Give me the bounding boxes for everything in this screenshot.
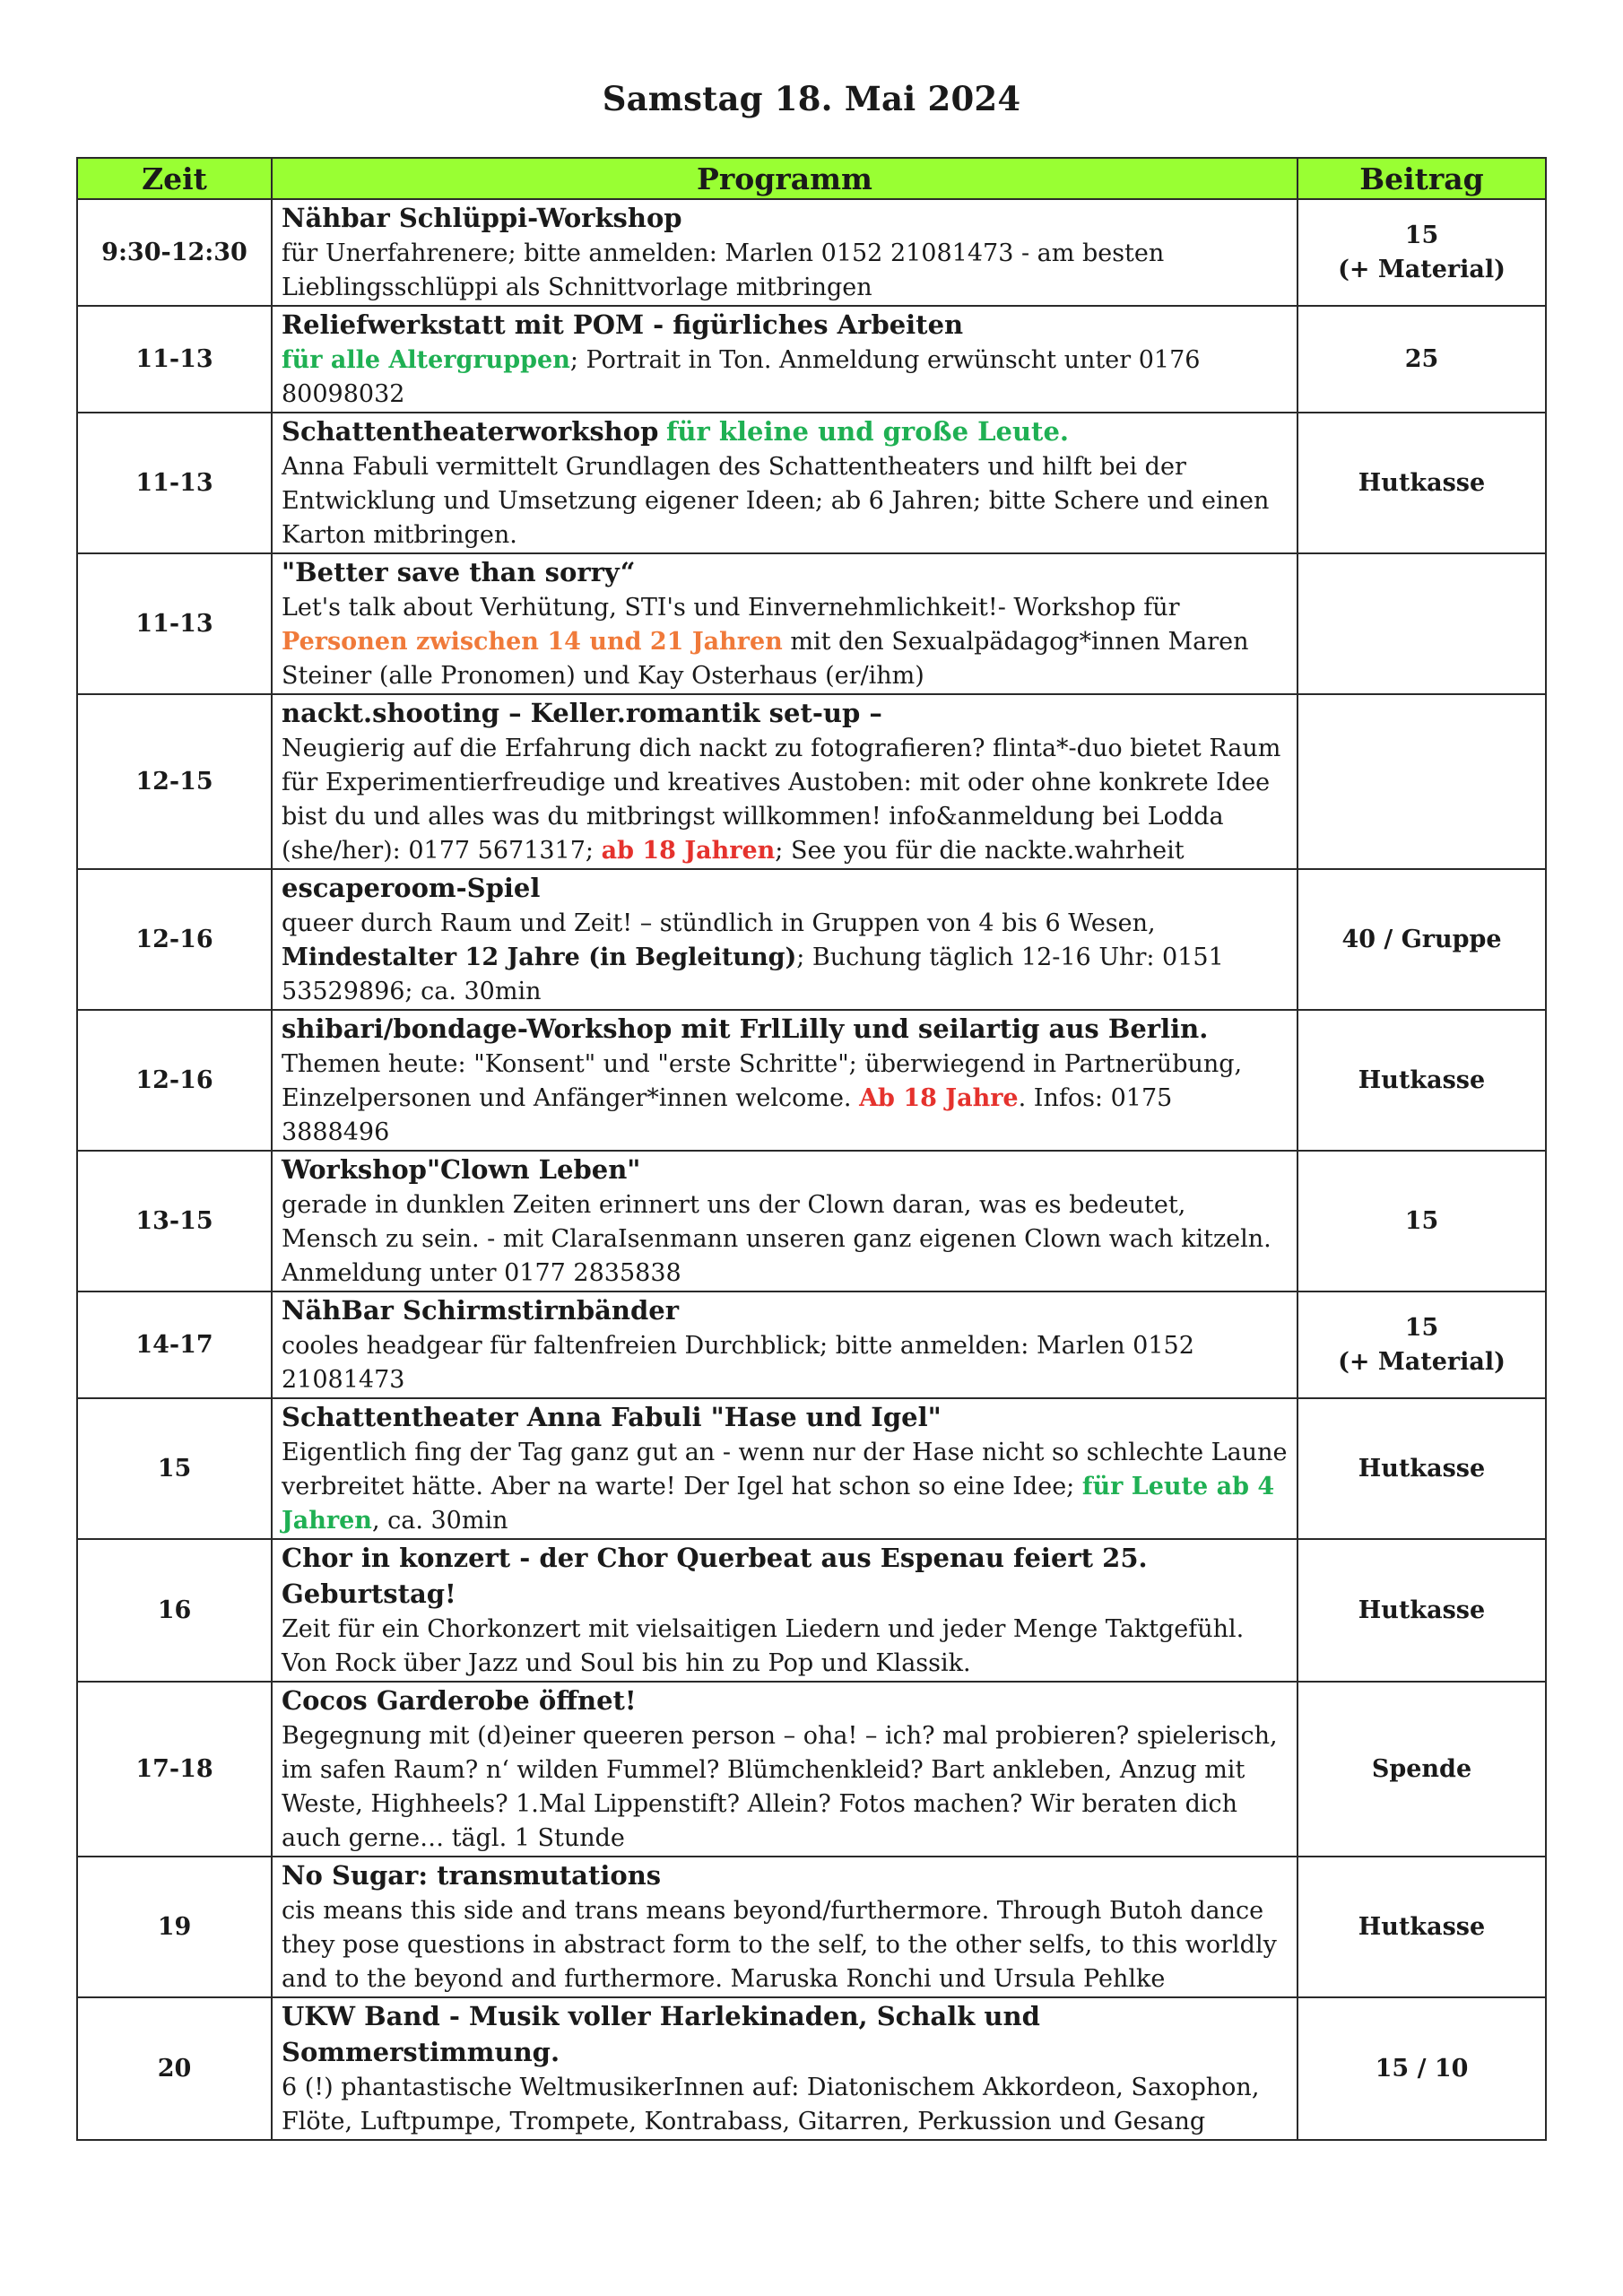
event-description-text: mit den Sexualpädagog*innen Maren Steiner (alle Pronomen) und Kay Osterhaus (er/ihm) (282, 628, 1249, 690)
event-description-highlight: Ab 18 Jahre (859, 1084, 1019, 1112)
event-time: 15 (77, 1398, 272, 1539)
table-header-row (77, 158, 1546, 199)
fee-line: 15 (1404, 1206, 1439, 1235)
event-title: Schattentheaterworkshop (282, 416, 659, 447)
event-description-text: Neugierig auf die Erfahrung dich nackt zu fotografieren? flinta*-duo bietet Raum für Experimentierfreudige und kreatives Austoben: mit oder ohne konkrete Idee bist du und alles was du mitbringst willkommen! info&anmeldung bei Lodda (she/her): 0177 5671317; (282, 735, 1281, 865)
event-time: 16 (77, 1539, 272, 1682)
event-description (282, 344, 1288, 412)
event-description-text: queer durch Raum und Zeit! – stündlich in Gruppen von 4 bis 6 Wesen, (282, 909, 1156, 937)
fee-line: Hutkasse (1358, 468, 1486, 497)
event-title: No Sugar: transmutations (282, 1860, 662, 1891)
header-program: Programm (272, 158, 1298, 199)
event-description-text: . Infos: 0175 3888496 (282, 1084, 1173, 1146)
fee-line: 15 / 10 (1375, 2054, 1469, 2083)
event-description (282, 591, 1288, 693)
event-program (272, 694, 1298, 869)
event-program (272, 1010, 1298, 1151)
event-title-line (282, 555, 1288, 591)
event-title: Nähbar Schlüppi-Workshop (282, 203, 682, 233)
event-program (272, 1292, 1298, 1398)
event-time: 17-18 (77, 1682, 272, 1857)
event-title-line (282, 201, 1288, 237)
fee-line: 15 (1404, 221, 1439, 249)
event-description (282, 732, 1288, 868)
event-fee (1298, 1010, 1546, 1151)
event-fee (1298, 1682, 1546, 1857)
event-description-text: 6 (!) phantastische WeltmusikerInnen auf: Diatonischem Akkordeon, Saxophon, Flöte, Luftpumpe, Trompete, Kontrabass, Gitarren, Perkussion und Gesang (282, 2074, 1260, 2135)
table-row (77, 1151, 1546, 1292)
event-description (282, 1719, 1288, 1856)
event-title-highlight: für kleine und große Leute. (665, 416, 1069, 447)
table-row (77, 1997, 1546, 2140)
event-title-line (282, 308, 1288, 344)
schedule-table (76, 157, 1547, 2141)
event-time: 20 (77, 1997, 272, 2140)
event-description (282, 1436, 1288, 1538)
event-program (272, 199, 1298, 306)
event-description (282, 1613, 1288, 1681)
fee-line: 40 / Gruppe (1341, 925, 1502, 953)
event-time: 12-15 (77, 694, 272, 869)
event-title: shibari/bondage-Workshop mit FrlLilly und seilartig aus Berlin. (282, 1013, 1209, 1044)
event-title: Schattentheater Anna Fabuli "Hase und Igel" (282, 1402, 942, 1432)
table-row (77, 553, 1546, 694)
event-time: 19 (77, 1857, 272, 1997)
fee-line: Hutkasse (1358, 1065, 1486, 1094)
event-description (282, 2071, 1288, 2139)
event-description-highlight: Mindestalter 12 Jahre (in Begleitung) (282, 944, 797, 971)
event-description (282, 237, 1288, 305)
event-title: "Better save than sorry“ (282, 557, 636, 587)
event-title-line (282, 1012, 1288, 1048)
event-time: 11-13 (77, 306, 272, 413)
fee-line: (+ Material) (1338, 255, 1506, 283)
event-description-text: Eigentlich fing der Tag ganz gut an - wenn nur der Hase nicht so schlechte Laune verbreitet hätte. Aber na warte! Der Igel hat schon so eine Idee; (282, 1439, 1288, 1500)
event-description-text: gerade in dunklen Zeiten erinnert uns der Clown daran, was es bedeutet, Mensch zu sein. - mit ClaraIsenmann unseren ganz eigenen Clown wach kitzeln. Anmeldung unter 0177 2835838 (282, 1191, 1271, 1287)
fee-line: Hutkasse (1358, 1912, 1486, 1941)
event-title-line (282, 1541, 1288, 1613)
event-time: 13-15 (77, 1151, 272, 1292)
event-program (272, 1682, 1298, 1857)
event-program (272, 553, 1298, 694)
fee-line: Hutkasse (1358, 1454, 1486, 1483)
event-description-text: , ca. 30min (371, 1507, 508, 1535)
event-title: Cocos Garderobe öffnet! (282, 1685, 637, 1716)
event-fee (1298, 869, 1546, 1010)
table-row (77, 413, 1546, 553)
table-row (77, 306, 1546, 413)
event-program (272, 1857, 1298, 1997)
table-row (77, 1398, 1546, 1539)
event-fee (1298, 199, 1546, 306)
event-description (282, 907, 1288, 1009)
event-fee (1298, 306, 1546, 413)
event-title-line (282, 414, 1288, 450)
event-title-line (282, 1683, 1288, 1719)
event-fee (1298, 694, 1546, 869)
event-description (282, 1188, 1288, 1291)
event-program (272, 1398, 1298, 1539)
table-row (77, 694, 1546, 869)
event-program (272, 869, 1298, 1010)
event-title: Chor in konzert - der Chor Querbeat aus Espenau feiert 25. Geburtstag! (282, 1543, 1148, 1609)
event-fee (1298, 1997, 1546, 2140)
event-fee (1298, 1539, 1546, 1682)
event-title-line (282, 1999, 1288, 2071)
event-description-highlight: für alle Altergruppen (282, 346, 570, 374)
event-description-text: ; Portrait in Ton. Anmeldung erwünscht unter 0176 80098032 (282, 346, 1201, 408)
table-row (77, 869, 1546, 1010)
header-fee: Beitrag (1298, 158, 1546, 199)
table-row (77, 1857, 1546, 1997)
table-row (77, 199, 1546, 306)
event-time: 12-16 (77, 869, 272, 1010)
event-description-text: Let's talk about Verhütung, STI's und Einvernehmlichkeit!- Workshop für (282, 594, 1180, 622)
event-program (272, 1539, 1298, 1682)
table-row (77, 1292, 1546, 1398)
event-title-line (282, 696, 1288, 732)
event-description-text: für Unerfahrenere; bitte anmelden: Marlen 0152 21081473 - am besten Lieblingsschlüppi als Schnittvorlage mitbringen (282, 239, 1165, 301)
event-description (282, 1048, 1288, 1150)
event-description-text: Anna Fabuli vermittelt Grundlagen des Schattentheaters und hilft bei der Entwicklung und Umsetzung eigener Ideen; ab 6 Jahren; bitte Schere und einen Karton mitbringen. (282, 453, 1270, 549)
event-description-text: cis means this side and trans means beyond/furthermore. Through Butoh dance they pose questions in abstract form to the self, to the other selfs, to this worldly and to the beyond and furthermore. Maruska Ronchi und Ursula Pehlke (282, 1897, 1277, 1993)
event-fee (1298, 413, 1546, 553)
event-fee (1298, 1151, 1546, 1292)
event-description-text: ; See you für die nackte.wahrheit (775, 837, 1185, 865)
table-row (77, 1539, 1546, 1682)
event-description-highlight: Personen zwischen 14 und 21 Jahren (282, 628, 783, 656)
event-title-line (282, 1293, 1288, 1329)
event-title: nackt.shooting – Keller.romantik set-up – (282, 698, 882, 728)
table-row (77, 1010, 1546, 1151)
event-title-line (282, 871, 1288, 907)
fee-line: Spende (1371, 1754, 1472, 1783)
fee-line: Hutkasse (1358, 1596, 1486, 1624)
event-description-highlight: ab 18 Jahren (601, 837, 776, 865)
event-time: 9:30-12:30 (77, 199, 272, 306)
event-title-line (282, 1858, 1288, 1894)
table-row (77, 1682, 1546, 1857)
event-title: Workshop"Clown Leben" (282, 1154, 641, 1185)
event-description (282, 1894, 1288, 1996)
event-title-line (282, 1152, 1288, 1188)
event-fee (1298, 553, 1546, 694)
event-program (272, 306, 1298, 413)
event-title: Reliefwerkstatt mit POM - figürliches Arbeiten (282, 309, 964, 340)
event-description (282, 1329, 1288, 1397)
event-time: 12-16 (77, 1010, 272, 1151)
event-description-text: ; Buchung täglich 12-16 Uhr: 0151 53529896; ca. 30min (282, 944, 1224, 1005)
event-description-text: Zeit für ein Chorkonzert mit vielsaitigen Liedern und jeder Menge Taktgefühl. Von Rock über Jazz und Soul bis hin zu Pop und Klassik. (282, 1615, 1245, 1677)
event-fee (1298, 1398, 1546, 1539)
event-fee (1298, 1857, 1546, 1997)
event-time: 11-13 (77, 553, 272, 694)
fee-line: (+ Material) (1338, 1347, 1506, 1376)
event-time: 14-17 (77, 1292, 272, 1398)
event-description-text: Begegnung mit (d)einer queeren person – oha! – ich? mal probieren? spielerisch, im safen Raum? n‘ wilden Fummel? Blümchenkleid? Bart ankleben, Anzug mit Weste, Highheels? 1.Mal Lippenstift? Allein? Fotos machen? Wir beraten dich auch gerne… tägl. 1 Stunde (282, 1722, 1278, 1852)
event-program (272, 1151, 1298, 1292)
event-title: escaperoom-Spiel (282, 873, 541, 903)
event-description-text: Themen heute: "Konsent" und "erste Schritte"; überwiegend in Partnerübung, Einzelpersonen und Anfänger*innen welcome. (282, 1050, 1243, 1112)
page-title: Samstag 18. Mai 2024 (602, 79, 1021, 118)
event-program (272, 413, 1298, 553)
event-title: UKW Band - Musik voller Harlekinaden, Schalk und Sommerstimmung. (282, 2001, 1040, 2067)
event-fee (1298, 1292, 1546, 1398)
fee-line: 25 (1404, 344, 1439, 373)
event-description (282, 450, 1288, 552)
header-time: Zeit (77, 158, 272, 199)
fee-line: 15 (1404, 1313, 1439, 1342)
event-time: 11-13 (77, 413, 272, 553)
event-description-text: cooles headgear für faltenfreien Durchblick; bitte anmelden: Marlen 0152 21081473 (282, 1332, 1194, 1394)
event-program (272, 1997, 1298, 2140)
event-title: NähBar Schirmstirnbänder (282, 1295, 679, 1326)
event-description-highlight: für Leute ab 4 Jahren (282, 1473, 1275, 1535)
event-title-line (282, 1400, 1288, 1436)
